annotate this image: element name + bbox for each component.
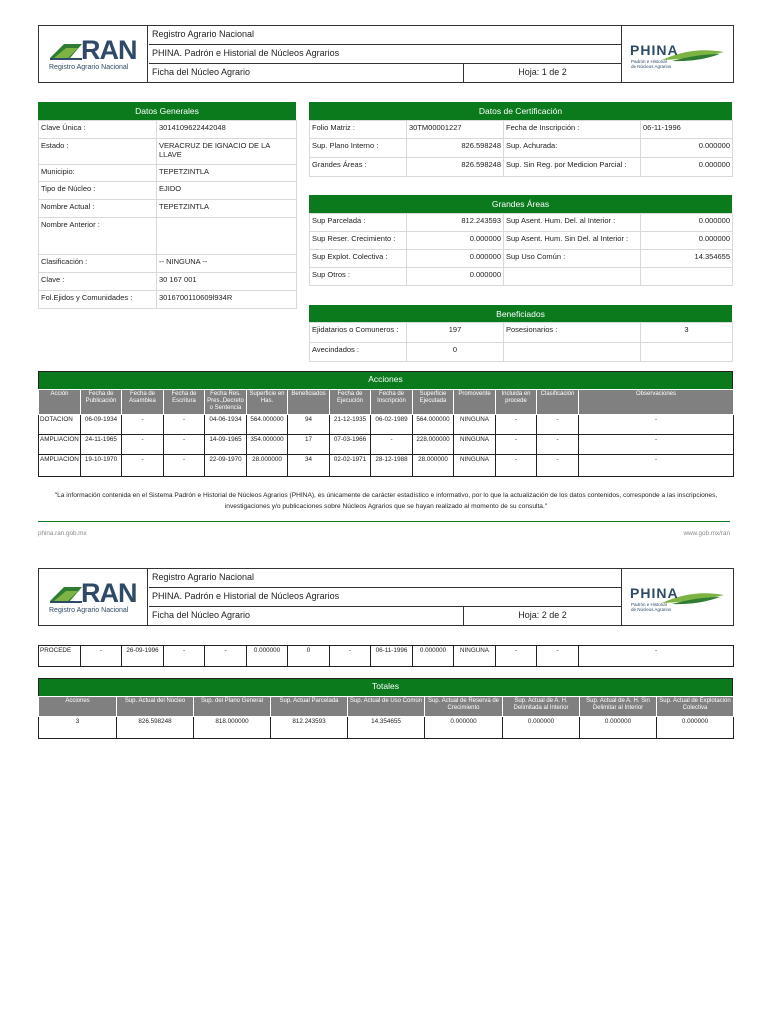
page2-header [38, 568, 734, 626]
datos-generales-title: Datos Generales [38, 102, 296, 120]
table-row: PROCEDE - 26-09-1996 - - 0.000000 0 - 06-11-1996 0.000000 NINGUNA - - - [39, 646, 734, 667]
grandes-areas-title: Grandes Áreas [309, 195, 732, 213]
footer-rule [38, 521, 730, 522]
phina-logo-subtitle: Padrón e Historial de Núcleos Agrarios [631, 602, 672, 612]
table-row: Ejidatarios o Comuneros : 197 Posesionarios : 3 [310, 323, 733, 343]
ran-leaf-icon [48, 38, 84, 62]
header-org: Registro Agrario Nacional [149, 26, 621, 45]
footer-left-url: phina.ran.gob.mx [38, 530, 87, 537]
table-row: Fol.Ejidos y Comunidades : 3016700110609l934R [39, 291, 297, 309]
ran-logo-subtitle: Registro Agrario Nacional [49, 64, 129, 71]
table-row: Nombre Actual : TEPETZINTLA [39, 200, 297, 218]
phina-logo [621, 569, 733, 626]
totales-header-row: Acciones Sup. Actual del Núcleo Sup. del Plano General Sup. Actual Parcelada Sup. Actual de Uso Común Sup. Actual de Reserva de Crecimiento Sup. Actual de A. H. Delimitada al Interior Sup. Actual de A. H. Sin Delimitar al Interior Sup. Actual de Explotación Colectiva [39, 697, 734, 717]
table-row: Sup. Plano Interno : 826.598248 Sup. Achurada: 0.000000 [310, 139, 733, 158]
table-row: Folio Matriz : 30TM00001227 Fecha de Inscripción : 06-11-1996 [310, 121, 733, 139]
table-row: Sup Otros : 0.000000 [310, 268, 733, 286]
certificacion-title: Datos de Certificación [309, 102, 732, 120]
ran-leaf-icon [48, 581, 84, 605]
phina-logo-subtitle: Padrón e Historial de Núcleos Agrarios [631, 59, 672, 69]
table-row: Sup Explot. Colectiva : 0.000000 Sup Uso Común : 14.354655 [310, 250, 733, 268]
table-row: Clave : 30 167 001 [39, 273, 297, 291]
table-row: Clasificación : -- NINGUNA -- [39, 255, 297, 273]
phina-logo [621, 26, 733, 83]
page1-header [38, 25, 734, 83]
sheet-number: Hoja: 2 de 2 [463, 607, 621, 626]
header-doc-title: Ficha del Núcleo Agrario [152, 67, 251, 77]
beneficiados-title: Beneficiados [309, 305, 732, 323]
table-row: Avecindados : 0 [310, 343, 733, 362]
table-row: Estado : VERACRUZ DE IGNACIO DE LA LLAVE [39, 139, 297, 165]
header-system: PHINA. Padrón e Historial de Núcleos Agrarios [149, 588, 621, 607]
acciones-header-row: Acción Fecha de Publicación Fecha de Asamblea Fecha de Escritura Fecha Res. Pres.,Decreto o Sentencia Superficie en Has. Beneficiados Fecha de Ejecución Fecha de Inscripción Superficie Ejecutada Promovente Incluida en procede Clasificación Observaciones [39, 390, 734, 415]
header-org: Registro Agrario Nacional [149, 569, 621, 588]
sheet-number: Hoja: 1 de 2 [463, 64, 621, 83]
totales-title: Totales [38, 678, 733, 696]
acciones-title: Acciones [38, 371, 733, 389]
totales-table [38, 696, 734, 739]
table-row: AMPLIACION 19-10-1970 - - 22-09-1970 28.000000 34 02-02-1971 28-12-1988 28.000000 NINGUNA - - - [39, 455, 734, 477]
table-row: Sup Reser. Crecimiento : 0.000000 Sup Asent. Hum. Sin Del. al Interior : 0.000000 [310, 232, 733, 250]
datos-generales-table [38, 120, 297, 309]
acciones-table [38, 389, 734, 477]
ran-logo-subtitle: Registro Agrario Nacional [49, 607, 129, 614]
certificacion-table [309, 120, 733, 177]
table-row: Nombre Anterior : [39, 218, 297, 255]
table-row: Clave Única : 3014109622442048 [39, 121, 297, 139]
phina-logo-text: PHINA [630, 585, 679, 601]
table-row: DOTACION 06-09-1934 - - 04-06-1934 564.000000 94 21-12-1935 06-02-1989 564.000000 NINGUNA - - - [39, 415, 734, 435]
header-doc-title: Ficha del Núcleo Agrario [152, 610, 251, 620]
footer-right-url: www.gob.mx/ran [683, 530, 730, 537]
ran-logo-text: RAN [81, 35, 137, 65]
table-row: Tipo de Núcleo : EJIDO [39, 182, 297, 200]
table-row: Municipio: TEPETZINTLA [39, 165, 297, 182]
table-row: AMPLIACION 24-11-1965 - - 14-09-1965 354.000000 17 07-03-1966 - 228.000000 NINGUNA - - - [39, 435, 734, 455]
table-row: Grandes Áreas : 826.598248 Sup. Sin Reg. por Medicion Parcial : 0.000000 [310, 158, 733, 177]
table-row: 3 826.598248 818.000000 812.243593 14.354655 0.000000 0.000000 0.000000 0.000000 [39, 717, 734, 739]
ran-logo [39, 26, 148, 83]
header-system: PHINA. Padrón e Historial de Núcleos Agrarios [149, 45, 621, 64]
phina-logo-text: PHINA [630, 42, 679, 58]
acciones-continued-table [38, 645, 734, 667]
disclaimer-note: "La información contenida en el Sistema Padrón e Historial de Núcleos Agrarios (PHINA), es únicamente de carácter estadístico e informativo, por lo que la actualización de los datos contenidos, corresponde a las inscripciones, investigaciones y/o publicaciones sobre Núcleos Agrarios que se hayan realizado al momento de su consulta." [54, 492, 718, 510]
grandes-areas-table [309, 213, 733, 286]
beneficiados-table [309, 322, 733, 362]
table-row: Sup Parcelada : 812.243593 Sup Asent. Hum. Del. al Interior : 0.000000 [310, 214, 733, 232]
ran-logo [39, 569, 148, 626]
ran-logo-text: RAN [81, 578, 137, 608]
